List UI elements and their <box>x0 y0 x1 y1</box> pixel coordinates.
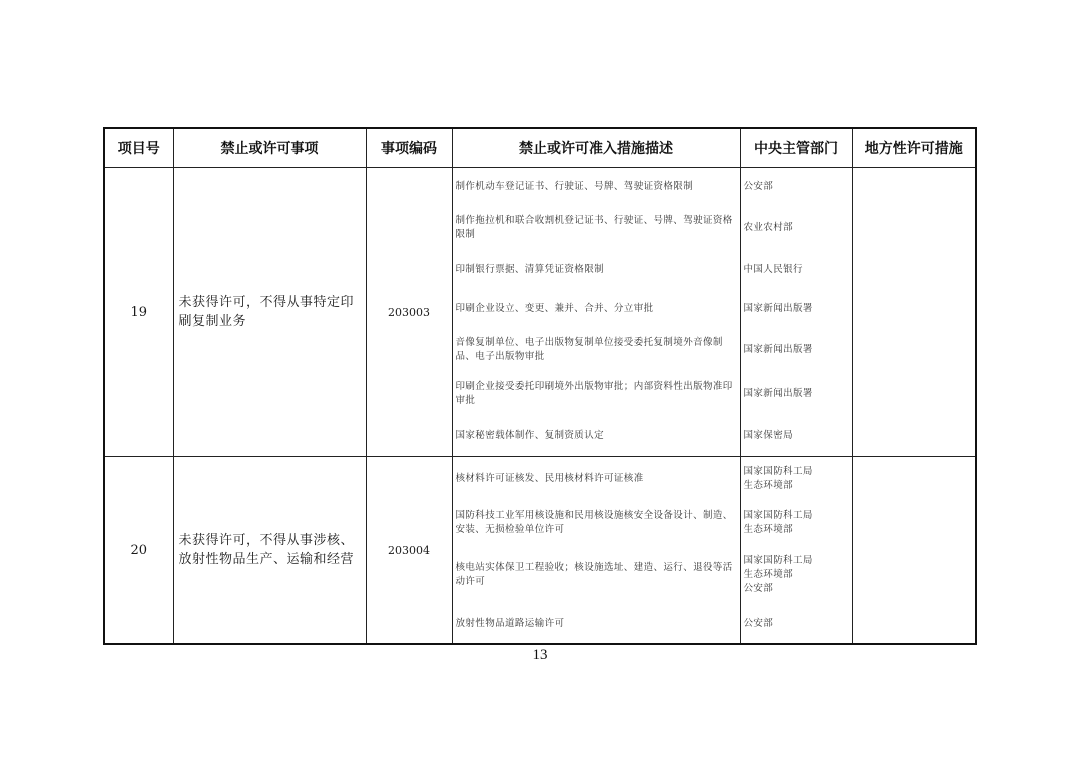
measure-description: 核电站实体保卫工程验收；核设施选址、建造、运行、退役等活动许可 <box>455 562 733 587</box>
matter-code: 203003 <box>366 168 452 457</box>
table-row <box>104 168 976 457</box>
central-department: 国家保密局 <box>743 430 794 441</box>
table-row <box>104 457 976 645</box>
permit-matter: 未获得许可，不得从事特定印刷复制业务 <box>173 168 366 457</box>
measure-descriptions <box>452 457 740 645</box>
central-department: 国家新闻出版署 <box>743 303 813 314</box>
central-department: 中国人民银行 <box>743 264 803 275</box>
measure-description: 印刷企业接受委托印刷境外出版物审批；内部资料性出版物准印审批 <box>455 381 733 406</box>
page-number: 13 <box>532 647 548 663</box>
header-measure-description: 禁止或许可准入措施描述 <box>452 128 740 168</box>
measure-descriptions <box>452 168 740 457</box>
central-department: 公安部 <box>743 181 774 192</box>
measure-description: 制作拖拉机和联合收割机登记证书、行驶证、号牌、驾驶证资格限制 <box>455 215 733 240</box>
central-department: 国家国防科工局 生态环境部 公安部 <box>743 555 813 594</box>
central-department: 农业农村部 <box>743 222 794 233</box>
measure-description: 国家秘密载体制作、复制资质认定 <box>455 430 605 441</box>
measure-description: 印刷企业设立、变更、兼并、合并、分立审批 <box>455 303 654 314</box>
central-department: 国家新闻出版署 <box>743 344 813 355</box>
item-number: 20 <box>104 457 173 645</box>
central-department: 国家国防科工局 生态环境部 <box>743 466 813 491</box>
item-number: 19 <box>104 168 173 457</box>
measure-description: 音像复制单位、电子出版物复制单位接受委托复制境外音像制品、电子出版物审批 <box>455 337 723 362</box>
header-local-measures: 地方性许可措施 <box>852 128 976 168</box>
header-row <box>104 128 976 168</box>
central-department: 公安部 <box>743 618 774 629</box>
central-departments <box>740 457 852 645</box>
measures-table <box>103 127 977 645</box>
header-permit-matter: 禁止或许可事项 <box>173 128 366 168</box>
measure-description: 放射性物品道路运输许可 <box>455 618 565 629</box>
header-item-number: 项目号 <box>104 128 173 168</box>
permit-matter: 未获得许可，不得从事涉核、放射性物品生产、运输和经营 <box>173 457 366 645</box>
central-department: 国家国防科工局 生态环境部 <box>743 510 813 535</box>
measure-description: 印制银行票据、清算凭证资格限制 <box>455 264 605 275</box>
header-central-department: 中央主管部门 <box>740 128 852 168</box>
local-measures-cell <box>852 168 976 457</box>
matter-code: 203004 <box>366 457 452 645</box>
central-department: 国家新闻出版署 <box>743 388 813 399</box>
measure-description: 国防科技工业军用核设施和民用核设施核安全设备设计、制造、安装、无损检验单位许可 <box>455 510 733 535</box>
header-matter-code: 事项编码 <box>366 128 452 168</box>
central-departments <box>740 168 852 457</box>
measure-description: 核材料许可证核发、民用核材料许可证核准 <box>455 473 644 484</box>
measure-description: 制作机动车登记证书、行驶证、号牌、驾驶证资格限制 <box>455 181 694 192</box>
local-measures-cell <box>852 457 976 645</box>
